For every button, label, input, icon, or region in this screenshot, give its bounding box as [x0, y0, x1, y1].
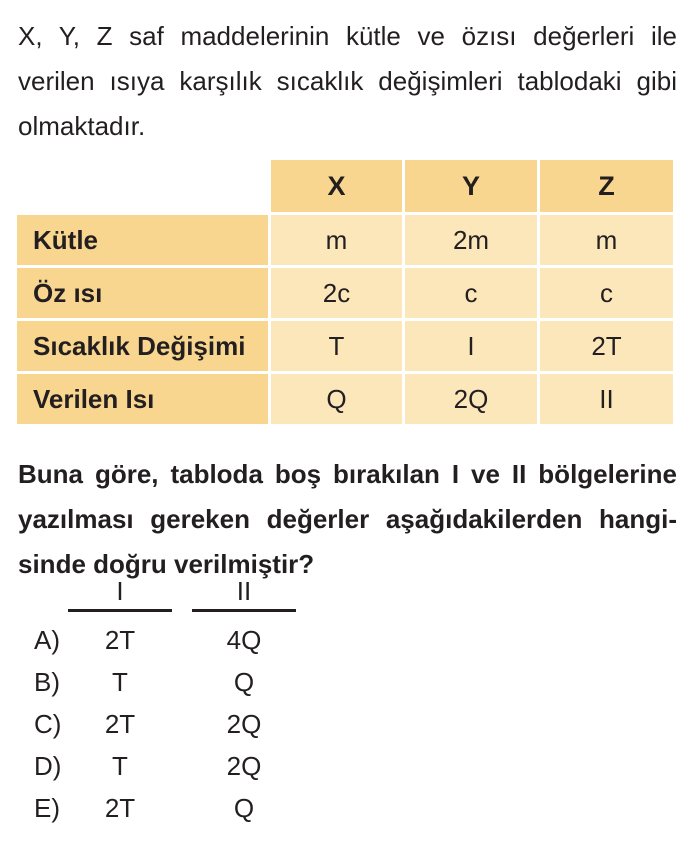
- table-cell-ozisi-x: 2c: [271, 268, 402, 318]
- table-cell-sicaklik-z: 2T: [540, 321, 673, 371]
- table-corner-cell: [17, 160, 268, 212]
- answer-options: [18, 577, 296, 829]
- table-cell-ozisi-y: c: [405, 268, 537, 318]
- option-a-gap: [172, 619, 192, 661]
- option-b-value-1: T: [112, 666, 128, 697]
- option-a-letter: A): [34, 624, 60, 655]
- option-d-value-2: 2Q: [226, 750, 262, 781]
- options-header-spacer: [18, 577, 68, 612]
- option-a-value-2: 4Q: [226, 624, 262, 655]
- intro-line-2: verilen ısıya karşılık sıcaklık değişimleri tablodaki gibi: [18, 66, 677, 96]
- table-cell-verilen-y: 2Q: [405, 374, 537, 424]
- option-b-value-2: Q: [233, 666, 255, 697]
- options-col1-header: I: [68, 577, 172, 612]
- option-c-gap: [172, 703, 192, 745]
- option-c-value-2: 2Q: [226, 708, 262, 739]
- option-d-letter: D): [34, 750, 62, 781]
- substance-table: [17, 160, 673, 424]
- question-paragraph: [18, 452, 677, 587]
- option-c-value-1: 2T: [104, 708, 136, 739]
- option-d-gap: [172, 745, 192, 787]
- table-cell-sicaklik-y: I: [405, 321, 537, 371]
- option-e-value-2: Q: [233, 792, 255, 823]
- question-line-3: sinde doğru verilmiştir?: [18, 549, 315, 579]
- table-col-header-x: X: [271, 160, 402, 212]
- table-row-label-ozisi: Öz ısı: [17, 268, 268, 318]
- table-cell-kutle-x: m: [271, 215, 402, 265]
- options-header-gap: [172, 577, 192, 612]
- intro-paragraph: [18, 14, 677, 149]
- table-col-header-z: Z: [540, 160, 673, 212]
- option-e-value-1: 2T: [104, 792, 136, 823]
- table-cell-verilen-z: II: [540, 374, 673, 424]
- option-a-value-1: 2T: [104, 624, 136, 655]
- option-d-value-1: T: [112, 750, 128, 781]
- option-b-letter: B): [34, 666, 60, 697]
- intro-line-3: olmaktadır.: [18, 111, 146, 141]
- option-e-letter: E): [34, 792, 60, 823]
- table-col-header-y: Y: [405, 160, 537, 212]
- table-cell-sicaklik-x: T: [271, 321, 402, 371]
- table-row-label-sicaklik-degisimi: Sıcaklık Değişimi: [17, 321, 268, 371]
- question-line-1: Buna göre, tabloda boş bırakılan I ve II bölgelerine: [18, 459, 677, 489]
- option-b-gap: [172, 661, 192, 703]
- table-row-label-verilen-isi: Verilen Isı: [17, 374, 268, 424]
- option-c-letter: C): [34, 708, 62, 739]
- option-e-gap: [172, 787, 192, 829]
- table-cell-kutle-y: 2m: [405, 215, 537, 265]
- table-row-label-kutle: Kütle: [17, 215, 268, 265]
- table-cell-ozisi-z: c: [540, 268, 673, 318]
- question-line-2: yazılması gereken değerler aşağıdakilerden hangi-: [18, 504, 677, 534]
- table-cell-verilen-x: Q: [271, 374, 402, 424]
- options-col2-header: II: [192, 577, 296, 612]
- table-cell-kutle-z: m: [540, 215, 673, 265]
- intro-line-1: X, Y, Z saf maddelerinin kütle ve özısı değerleri ile: [18, 21, 677, 51]
